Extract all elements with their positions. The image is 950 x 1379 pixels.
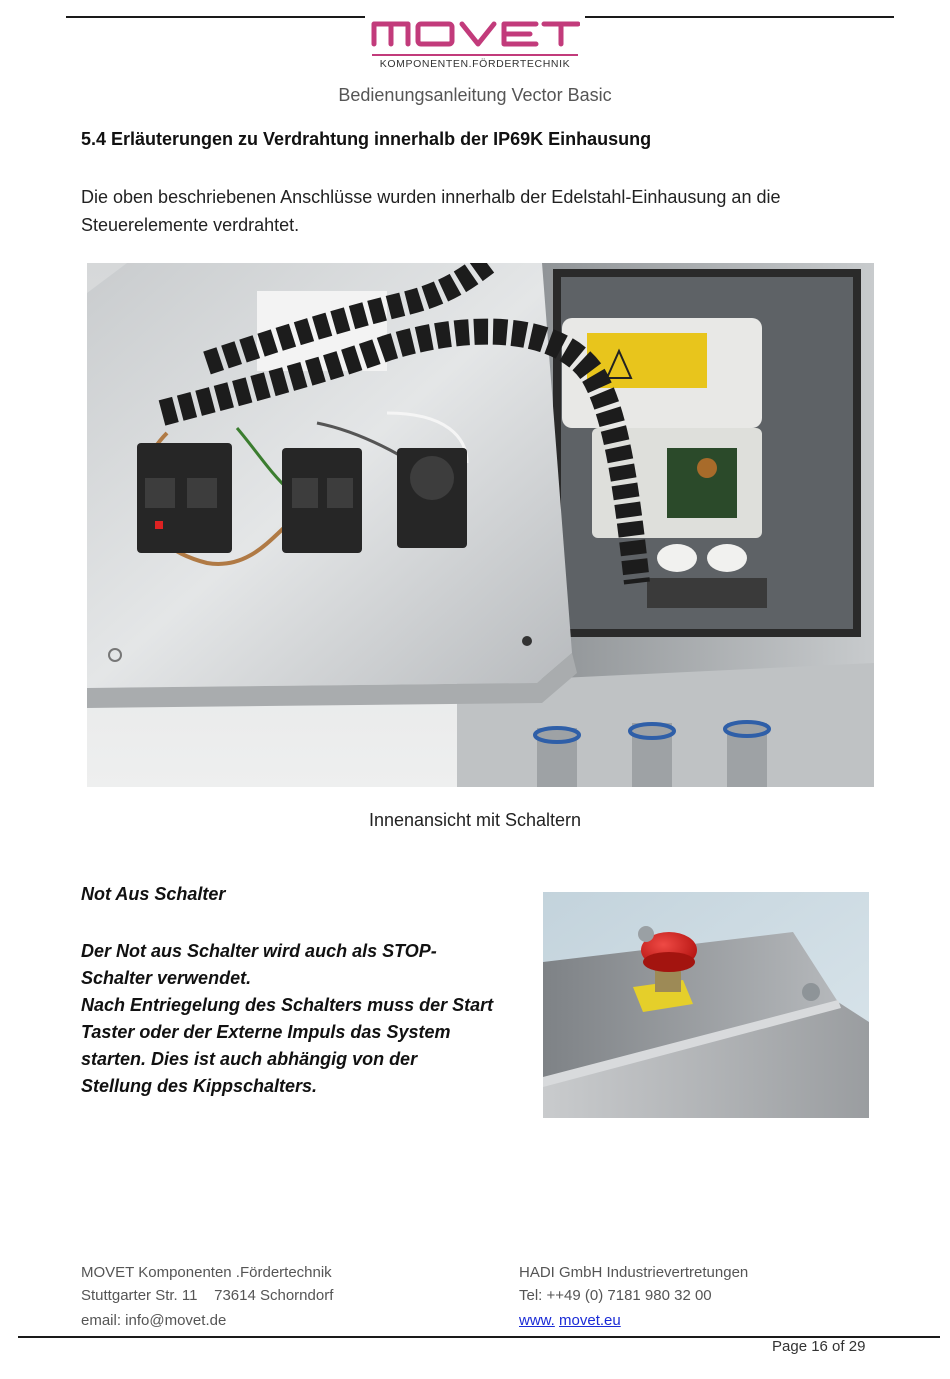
footer-phone: Tel: ++49 (0) 7181 980 32 00 (519, 1287, 712, 1304)
website-link-domain[interactable]: movet.eu (559, 1312, 621, 1329)
intro-line-1: Die oben beschriebenen Anschlüsse wurden innerhalb der Edelstahl-Einhausung an die (81, 187, 781, 207)
emergency-stop-line: Nach Entriegelung des Schalters muss der Start (81, 995, 494, 1015)
logo-underline (372, 54, 578, 56)
intro-paragraph (81, 183, 871, 239)
movet-logo (370, 16, 580, 50)
emergency-stop-line: Taster oder der Externe Impuls das System (81, 1022, 451, 1042)
page-number: Page 16 of 29 (772, 1338, 866, 1355)
enclosure-interior-photo (87, 263, 874, 787)
figure-caption: Innenansicht mit Schaltern (368, 810, 582, 830)
footer-email: email: info@movet.de (81, 1312, 227, 1329)
header-rule-right (585, 16, 894, 18)
document-title: Bedienungsanleitung Vector Basic (338, 85, 612, 105)
emergency-stop-heading: Not Aus Schalter (81, 884, 226, 904)
emergency-stop-line: starten. Dies ist auch abhängig von der (81, 1049, 418, 1069)
intro-line-2: Steuerelemente verdrahtet. (81, 215, 300, 235)
footer-company-left: MOVET Komponenten .Fördertechnik (81, 1264, 332, 1281)
logo-subtitle: KOMPONENTEN.FÖRDERTECHNIK (379, 58, 571, 70)
website-link-prefix[interactable]: www. (519, 1312, 555, 1329)
emergency-stop-line: Schalter verwendet. (81, 968, 252, 988)
footer-company-right: HADI GmbH Industrievertretungen (519, 1264, 749, 1281)
section-heading: 5.4 Erläuterungen zu Verdrahtung innerhalb der IP69K Einhausung (81, 129, 652, 149)
footer-address: Stuttgarter Str. 11 73614 Schorndorf (81, 1287, 334, 1304)
header-rule-left (66, 16, 365, 18)
emergency-stop-text (81, 938, 531, 1100)
footer-website (519, 1312, 621, 1329)
emergency-stop-line: Stellung des Kippschalters. (81, 1076, 318, 1096)
emergency-stop-line: Der Not aus Schalter wird auch als STOP- (81, 941, 437, 961)
emergency-stop-photo (543, 892, 869, 1118)
